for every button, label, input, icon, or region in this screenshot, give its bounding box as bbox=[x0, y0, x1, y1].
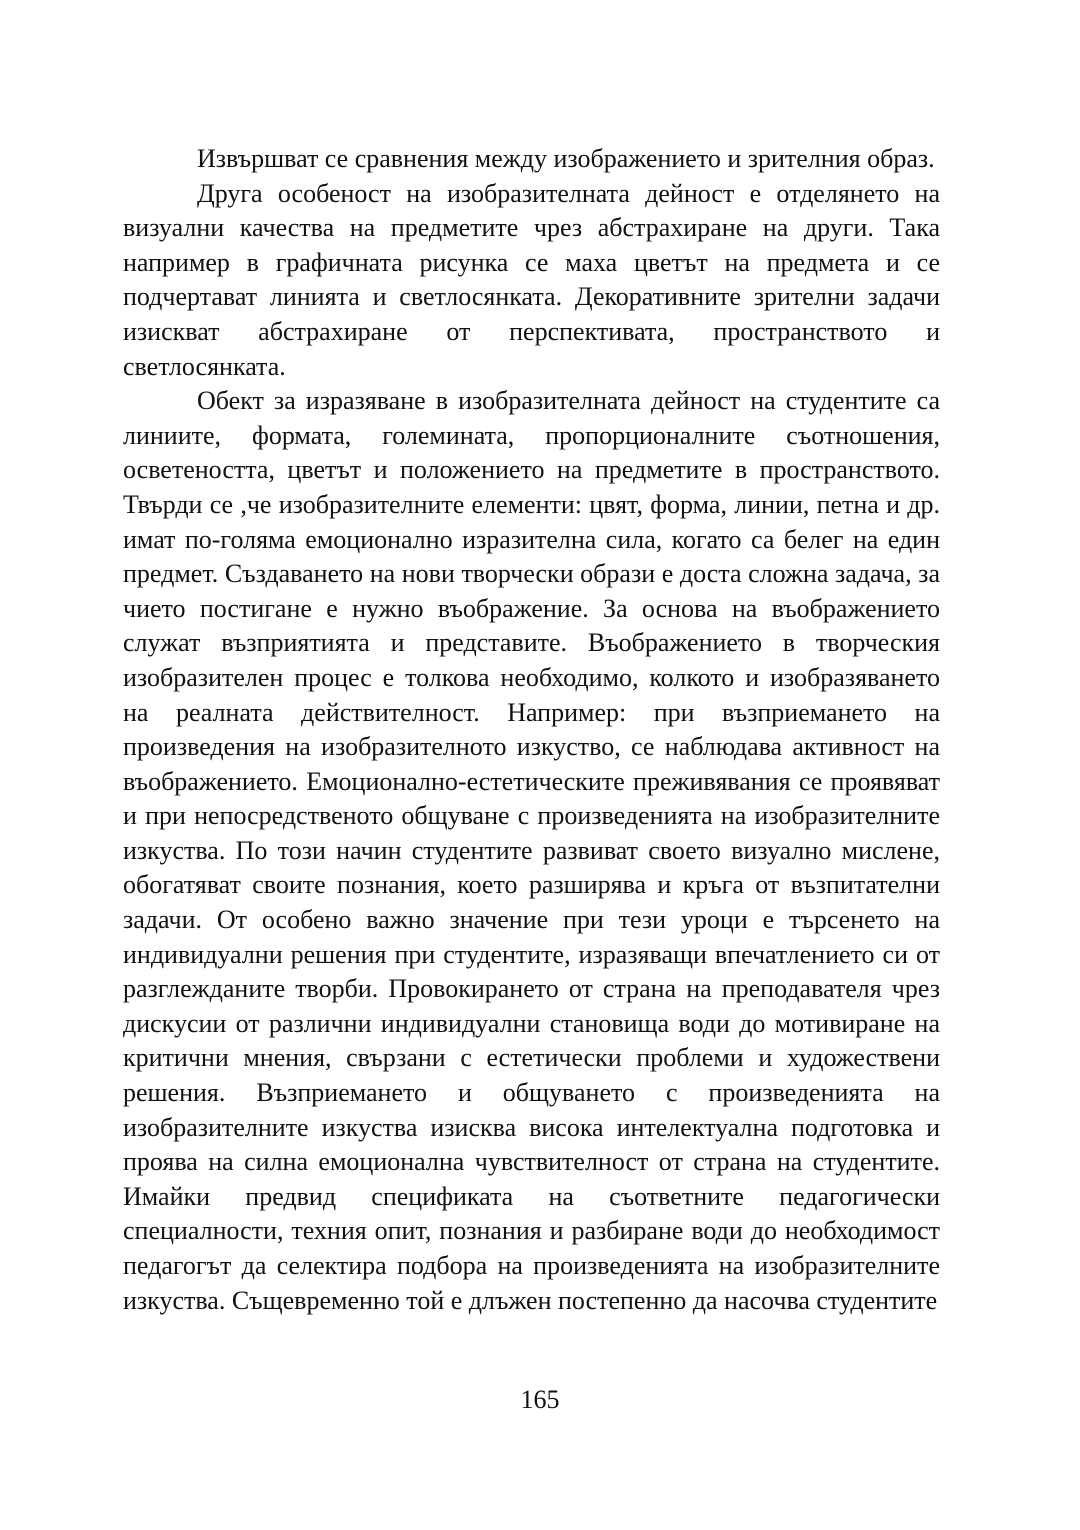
paragraph-3: Обект за изразяване в изобразителната дейност на студентите са линиите, формата, големината, пропорционалните съотношения, осветеността, цветът и положението на предметите в пространството. Твърди се ,че изобразителните елементи: цвят, форма, линии, петна и др. имат по-голяма емоционално изразителна сила, когато са белег на един предмет. Създаването на нови творчески образи е доста сложна задача, за чието постигане е нужно въображение. За основа на въображението служат възприятията и представите. Въображението в творческия изобразителен процес е толкова необходимо, колкото и изобразяването на реалната действителност. Например: при възприемането на произведения на изобразителното изкуство, се наблюдава активност на въображението. Емоционално-естетическите преживявания се проявяват и при непосредственото общуване с произведенията на изобразителните изкуства. По този начин студентите развиват своето визуално мислене, обогатяват своите познания, което разширява и кръга от възпитателни задачи. От особено важно значение при тези уроци е търсенето на индивидуални решения при студентите, изразяващи впечатлението си от разглежданите творби. Провокирането от страна на преподавателя чрез дискусии от различни индивидуални становища води до мотивиране на критични мнения, свързани с естетически проблеми и художествени решения. Възприемането и общуването с произведенията на изобразителните изкуства изисква висока интелектуална подготовка и проява на силна емоционална чувствителност от страна на студентите. Имайки предвид спецификата на съответните педагогически специалности, техния опит, познания и разбиране води до необходимост педагогът да селектира подбора на произведенията на изобразителните изкуства. Същевременно той е длъжен постепенно да насочва студентите bbox=[123, 386, 940, 1315]
body-text bbox=[123, 142, 940, 1318]
paragraph-1: Извършват се сравнения между изображението и зрителния образ. bbox=[197, 144, 935, 173]
paragraph-2: Друга особеност на изобразителната дейност е отделянето на визуални качества на предметите чрез абстрахиране на други. Така например в графичната рисунка се маха цветът на предмета и се подчертават линията и светлосянката. Декоративните зрителни задачи изискват абстрахиране от перспективата, пространството и светлосянката. bbox=[123, 178, 940, 381]
page-number: 165 bbox=[520, 1385, 560, 1414]
